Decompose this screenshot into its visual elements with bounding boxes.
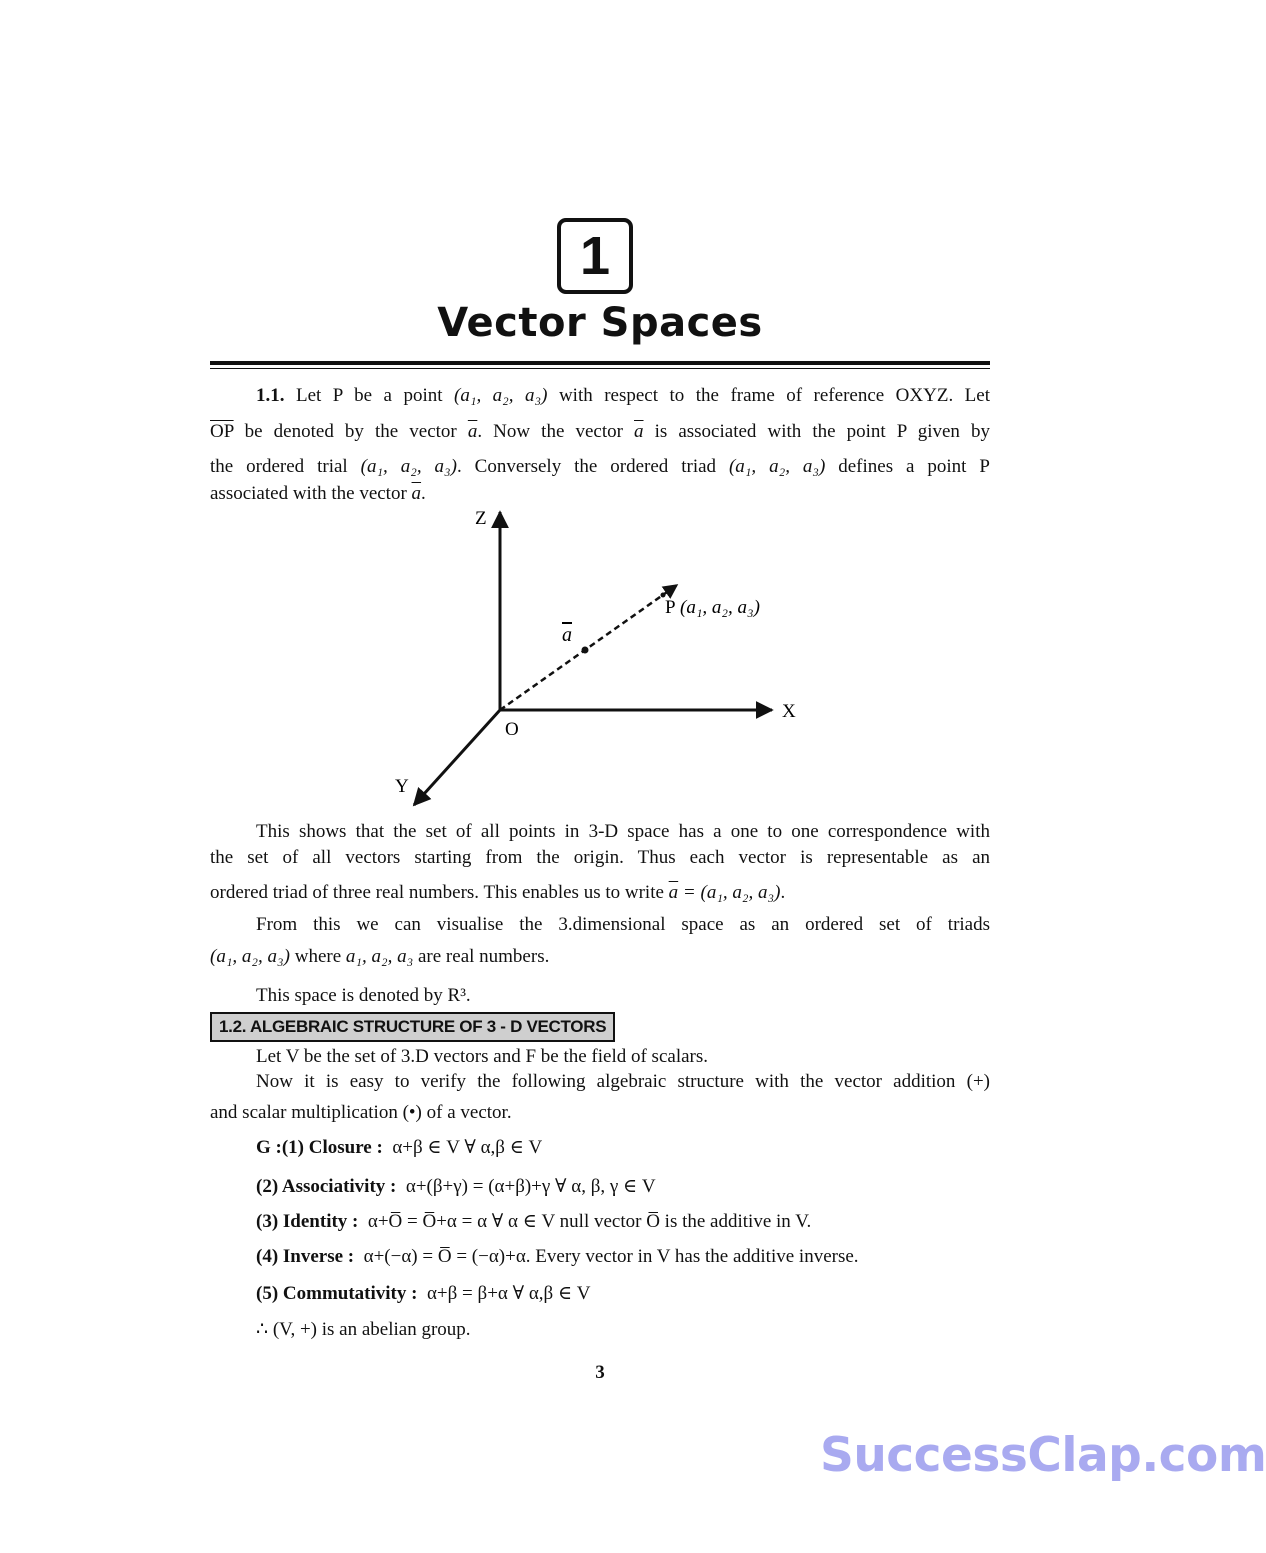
axiom-label: G :(1) Closure : <box>256 1137 383 1158</box>
section-heading: 1.2. ALGEBRAIC STRUCTURE OF 3 - D VECTORS <box>210 1012 615 1042</box>
op-vector: $\overline{OP}$ <box>210 421 234 442</box>
axiom-associativity <box>256 1175 656 1199</box>
axiom-identity <box>256 1210 811 1234</box>
z-label: Z <box>475 508 487 529</box>
para4-text: . <box>465 985 471 1006</box>
para2-line2: the set of all vectors starting from the origin. Thus each vector is representable as an <box>210 847 990 868</box>
para3-text: are real numbers. <box>413 946 550 967</box>
triad-expression: (a₁, a₂, a₃) <box>728 456 826 477</box>
axiom-commutativity <box>256 1282 590 1306</box>
y-axis <box>414 710 500 805</box>
para5-line2: Now it is easy to verify the following algebraic structure with the vector addition (+) <box>256 1071 990 1092</box>
point-p-label: P <box>665 597 676 618</box>
para5-line1: Let V be the set of 3.D vectors and F be the field of scalars. <box>256 1046 709 1067</box>
point-p-coords: (a₁, a₂, a₃) <box>680 597 760 618</box>
triad-expression: (a₁, a₂, a₃) <box>360 456 457 477</box>
para1-text: be denoted by the vector <box>233 421 468 442</box>
r-cubed: R³ <box>447 985 466 1006</box>
vector-a: $\overline{a}$ <box>634 421 644 442</box>
variables: a₁, a₂, a₃ <box>345 946 414 967</box>
chapter-title: Vector Spaces <box>437 300 763 346</box>
para1-text: is associated with the point P given by <box>643 421 990 442</box>
triad-expression: (a₁, a₂, a₃) <box>454 385 548 406</box>
watermark-logo: SuccessClap.com <box>820 1428 1266 1483</box>
origin-label: O <box>505 719 519 740</box>
axiom-label: (3) Identity : <box>256 1211 359 1232</box>
midpoint-dot <box>582 647 589 654</box>
axiom-formula: α+(β+γ) = (α+β)+γ ∀ α, β, γ ∈ V <box>405 1176 656 1197</box>
x-label: X <box>782 701 796 722</box>
para2-text: ordered triad of three real numbers. This enables us to write <box>210 882 669 903</box>
vector-a: $\overline{a}$ <box>668 882 679 903</box>
axiom-note: Every vector in V has the additive inverse. <box>530 1246 859 1267</box>
para1-text: . Conversely the ordered triad <box>456 456 729 477</box>
triad-expression: (a₁, a₂, a₃) <box>210 946 290 967</box>
para1-text: with respect to the frame of reference OXYZ. Let <box>547 385 990 406</box>
conclusion <box>256 1318 471 1342</box>
axiom-inverse <box>256 1245 859 1269</box>
para3-line2 <box>210 945 549 969</box>
para2-line3 <box>210 881 785 905</box>
para1-text: Let P be a point <box>284 385 455 406</box>
para4-text: This space is denoted by <box>256 985 448 1006</box>
para1-text: defines a point P <box>825 456 990 477</box>
axiom-label: (2) Associativity : <box>256 1176 397 1197</box>
axiom-formula: α+(−α) = O̅ = (−α)+α. <box>363 1246 531 1267</box>
axiom-label: (4) Inverse : <box>256 1246 355 1267</box>
axiom-label: (5) Commutativity : <box>256 1283 418 1304</box>
conclusion-text: (V, +) is an abelian group. <box>268 1319 471 1340</box>
page-number: 3 <box>595 1362 605 1383</box>
axiom-closure <box>256 1136 542 1160</box>
para2-text: . <box>780 882 786 903</box>
therefore-symbol: ∴ <box>256 1319 269 1340</box>
axiom-formula: α+O̅ = O̅+α = α ∀ α ∈ V <box>367 1211 555 1232</box>
para1-text: the ordered trial <box>210 456 361 477</box>
para5-line3: and scalar multiplication (•) of a vector. <box>210 1102 512 1123</box>
vector-a: $\overline{a}$ <box>411 483 422 504</box>
axiom-formula: α+β = β+α ∀ α,β ∈ V <box>426 1283 591 1304</box>
vector-a-label: a <box>562 624 572 646</box>
chapter-number: 1 <box>579 226 611 286</box>
vector-a: $\overline{a}$ <box>467 421 478 442</box>
para1-text: . Now the vector <box>477 421 635 442</box>
para4-line <box>210 984 471 1008</box>
axiom-note: null vector O̅ is the additive in V. <box>554 1211 812 1232</box>
para1-text: associated with the vector <box>210 483 412 504</box>
y-label: Y <box>395 776 409 797</box>
para3-line1: From this we can visualise the 3.dimensional space as an ordered set of triads <box>256 914 990 935</box>
axiom-formula: α+β ∈ V ∀ α,β ∈ V <box>392 1137 543 1158</box>
position-vector <box>500 585 677 710</box>
para3-text: where <box>289 946 346 967</box>
para1-number: 1.1. <box>256 385 285 406</box>
para2-line1: This shows that the set of all points in 3-D space has a one to one correspondence with <box>256 821 990 842</box>
triad-equation: = (a₁, a₂, a₃) <box>678 882 781 903</box>
para1-text: . <box>421 483 426 504</box>
